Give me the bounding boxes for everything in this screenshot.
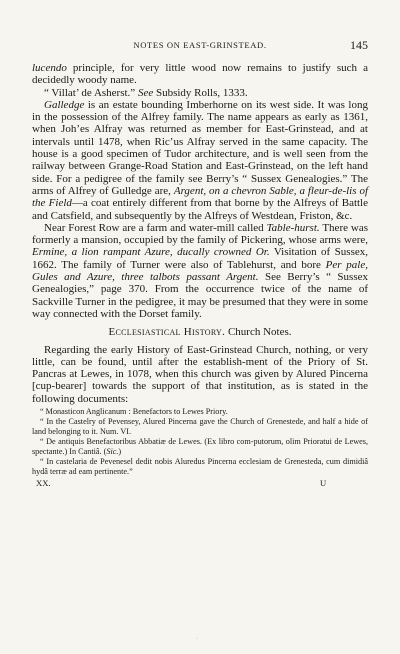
running-title: NOTES ON EAST-GRINSTEAD. <box>133 40 267 50</box>
page-number: 145 <box>350 38 368 52</box>
text-run: principle, for very little wood now remains to justify such a decidedly woody name. <box>32 62 368 87</box>
italic-term: See <box>137 86 154 99</box>
italic-blazon: Per pale, Gules and Azure, three talbots passant Argent. <box>32 258 368 284</box>
italic-term: lucendo <box>32 62 67 74</box>
paragraph-history <box>32 344 368 405</box>
text-run: “ De antiquis Benefactoribus Abbatiæ de Lewes. (Ex libro com-putorum, olim Prioratui de Lewes, spectante.) In Cantiâ. ( <box>32 437 368 457</box>
body-text <box>32 62 368 405</box>
italic-blazon: Argent, on a chevron Sable, a fleur-de-lis of the Field <box>32 184 368 210</box>
quotation-monasticon: “ Monasticon Anglicanum : Benefactors to Lewes Priory. <box>40 407 228 417</box>
text-run: Regarding the early History of East-Grinstead Church, nothing, or very little, can be found, until after the establish-ment of the Priory of St. Pancras at Lewes, in 1078, when this church was given by Alured Pincerna [cup-bearer] towards the support of that institution, as is stated in the following documents: <box>32 343 368 405</box>
text-run: Near Forest Row are a farm and water-mill called <box>44 221 267 234</box>
text-run: There was formerly a mansion, occupied by the family of Pickering, whose arms were, <box>32 221 368 247</box>
heading-small-caps: Ecclesiastical History. <box>108 326 226 339</box>
heading-text: Church Notes. <box>225 326 292 339</box>
paragraph-tablehurst <box>32 222 368 320</box>
text-run: Subsidy Rolls, 1333. <box>153 86 248 99</box>
paragraph-gulledge <box>32 99 368 222</box>
text-run: is an estate bounding Imberhorne on its west side. It was long in the possession of the Alfrey family. The name appears as early as 1361, when Joh’es Alfray was returned as member for East-Grinstead, and at intervals until 1478, when Ric’us Alfray served in the same capacity. The house is a good specimen of Tudor architecture, and is well seen from the railway between Grange-Road Station and East-Grinstead, on the left hand side. For a pedigree of the family see Berry’s “ Sussex Genealogies.” The arms of Alfrey of Gulledge are, <box>32 98 368 197</box>
bottom-mark: · <box>196 636 198 642</box>
paragraph-lucendo <box>32 62 368 87</box>
italic-term: Galledge <box>44 98 85 111</box>
quotation-castelaria: “ In castelaria de Pevenesel dedit nobis Aluredus Pincerna ecclesiam de Grenesteda, cum dimidiâ hydâ terræ ad eam pertinente.” <box>32 457 368 477</box>
text-run: Visitation of Sussex, 1662. The family of Turner were also of Tablehurst, and bore <box>32 246 368 271</box>
text-run: See Berry’s “ Sussex Genealogies,” page 370. From the occurrence twice of the name of Sackville Turner in the pedigree, it may be presumed that they were in some way connected with the Dorset family. <box>32 271 368 320</box>
quotation-castelry: “ In the Castelry of Pevensey, Alured Pincerna gave the Church of Grenestede, and half a hide of land belonging to it. Num. VI. <box>32 417 368 437</box>
page-footer <box>32 478 368 490</box>
italic-blazon: Ermine, a lion rampant Azure, ducally crowned Or. <box>32 246 270 259</box>
documents-quotations <box>32 407 368 477</box>
running-head <box>32 38 368 56</box>
signature-letter: U <box>320 478 327 489</box>
quotation-benefactoribus <box>32 437 368 457</box>
text-run: “ Villat’ de Asherst.” <box>44 86 138 99</box>
italic-term: Table-hurst. <box>266 221 320 234</box>
italic-term: Sic. <box>106 447 119 457</box>
text-run: ) <box>118 447 122 457</box>
signature-mark: XX. <box>36 478 51 489</box>
text-run: —a coat entirely different from that borne by the Alfreys of Battle and Catsfield, and subsequently by the Alfreys of Westdean, Friston, &c. <box>32 197 368 222</box>
paragraph-asherst <box>32 87 368 99</box>
section-heading <box>32 326 368 338</box>
